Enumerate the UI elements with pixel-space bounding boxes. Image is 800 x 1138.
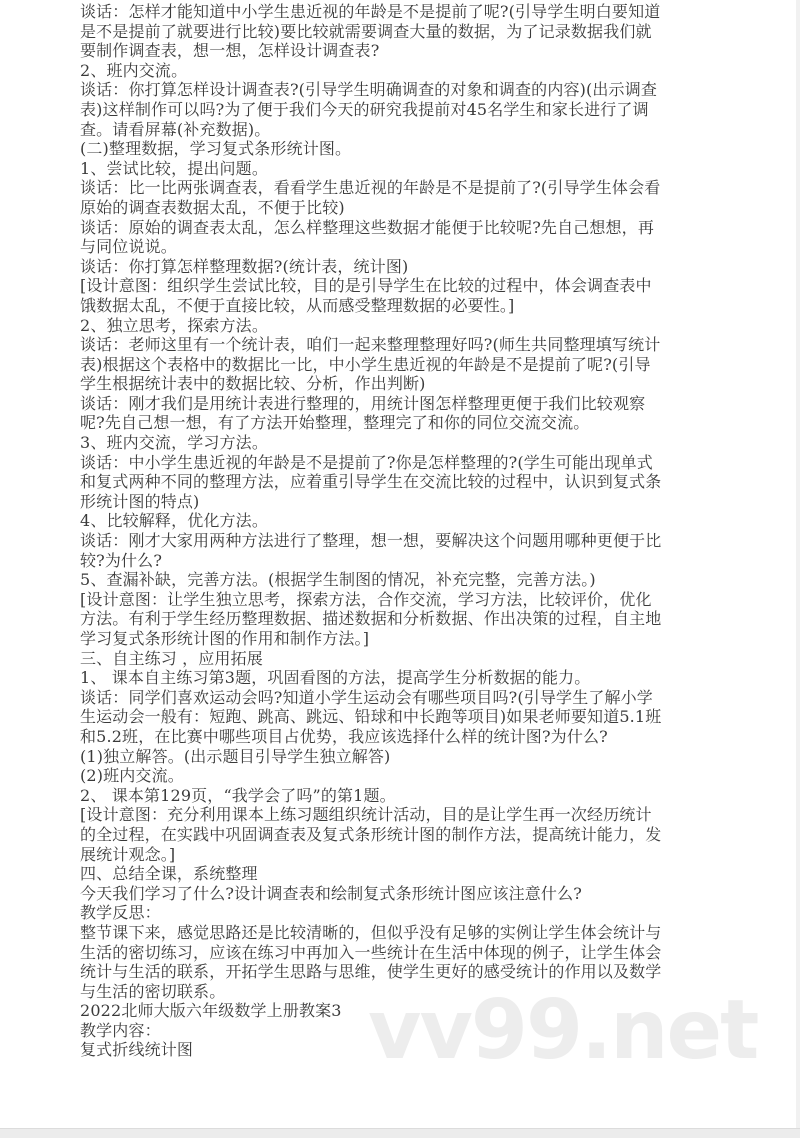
text-line: 查。请看屏幕(补充数据)。 — [80, 119, 271, 139]
text-line: 的全过程，在实践中巩固调查表及复式条形统计图的制作方法，提高统计能力，发 — [80, 824, 662, 844]
text-line: 1、尝试比较，提出问题。 — [80, 158, 268, 178]
text-line: 生运动会一般有：短跑、跳高、跳远、铅球和中长跑等项目)如果老师要知道5.1班 — [80, 707, 662, 727]
text-line: 复式折线统计图 — [80, 1040, 194, 1060]
text-line: 和复式两种不同的整理方法，应着重引导学生在交流比较的过程中，认识到复式条 — [80, 472, 662, 492]
text-line: 饿数据太乱，不便于直接比较，从而感受整理数据的必要性。] — [80, 295, 515, 315]
text-line: 方法。有利于学生经历整理数据、描述数据和分析数据、作出决策的过程，自主地 — [80, 609, 662, 629]
text-line: 学生根据统计表中的数据比较、分析，作出判断) — [80, 374, 426, 394]
text-line: 谈话：原始的调查表太乱，怎么样整理这些数据才能便于比较呢?先自己想想，再 — [80, 217, 654, 237]
text-line: 2、 课本第129页，“我学会了吗”的第1题。 — [80, 785, 396, 805]
text-line: 和5.2班，在比赛中哪些项目占优势，我应该选择什么样的统计图?为什么? — [80, 726, 608, 746]
text-line: 教学反思： — [80, 903, 161, 923]
text-line: 与同位说说。 — [80, 237, 177, 257]
text-line: 谈话：刚才我们是用统计表进行整理的，用统计图怎样整理更便于我们比较观察 — [80, 393, 646, 413]
text-line: 三、自主练习 ，应用拓展 — [80, 648, 263, 668]
text-line: 要制作调查表，想一想，怎样设计调查表? — [80, 41, 380, 61]
text-line: 是不是提前了就要进行比较)要比较就需要调查大量的数据，为了记录数据我们就 — [80, 21, 652, 41]
text-line: 表)根据这个表格中的数据比一比，中小学生患近视的年龄是不是提前了呢?(引导 — [80, 354, 651, 374]
text-line: 形统计图的特点) — [80, 491, 200, 511]
page-edge — [796, 0, 800, 1128]
text-line: 原始的调查表数据太乱，不便于比较) — [80, 197, 345, 217]
text-line: 谈话：刚才大家用两种方法进行了整理，想一想，要解决这个问题用哪种更便于比 — [80, 531, 662, 551]
text-line: [设计意图：充分利用课本上练习题组织统计活动，目的是让学生再一次经历统计 — [80, 805, 652, 825]
text-line: 四、总结全课，系统整理 — [80, 864, 258, 884]
text-line: 3、班内交流，学习方法。 — [80, 433, 268, 453]
text-line: 今天我们学习了什么?设计调查表和绘制复式条形统计图应该注意什么? — [80, 883, 582, 903]
text-line: (1)独立解答。(出示题目引导学生独立解答) — [80, 746, 391, 766]
text-line: 谈话：比一比两张调查表，看看学生患近视的年龄是不是提前了?(引导学生体会看 — [80, 178, 661, 198]
text-line: 与生活的密切联系。 — [80, 981, 226, 1001]
text-line: [设计意图：组织学生尝试比较，目的是引导学生在比较的过程中，体会调查表中 — [80, 276, 652, 296]
text-line: 统计与生活的联系，开拓学生思路与思维，使学生更好的感受统计的作用以及数学 — [80, 962, 662, 982]
text-line: 谈话：同学们喜欢运动会吗?知道小学生运动会有哪些项目吗?(引导学生了解小学 — [80, 687, 653, 707]
text-line: 谈话：老师这里有一个统计表，咱们一起来整理整理好吗?(师生共同整理填写统计 — [80, 335, 661, 355]
text-line: 2、班内交流。 — [80, 60, 188, 80]
text-line: 1、 课本自主练习第3题，巩固看图的方法，提高学生分析数据的能力。 — [80, 668, 591, 688]
text-line: 2、独立思考，探索方法。 — [80, 315, 268, 335]
text-line: 谈话：你打算怎样设计调查表?(引导学生明确调查的对象和调查的内容)(出示调查 — [80, 80, 658, 100]
text-line: 较?为什么? — [80, 550, 163, 570]
document-body — [80, 2, 730, 1060]
text-line: (2)班内交流。 — [80, 766, 184, 786]
text-line: 整节课下来，感觉思路还是比较清晰的，但似乎没有足够的实例让学生体会统计与 — [80, 922, 662, 942]
text-line: 谈话：中小学生患近视的年龄是不是提前了?你是怎样整理的?(学生可能出现单式 — [80, 452, 653, 472]
text-line: 5、查漏补缺，完善方法。(根据学生制图的情况，补充完整，完善方法。) — [80, 570, 596, 590]
text-line: 谈话：怎样才能知道中小学生患近视的年龄是不是提前了呢?(引导学生明白要知道 — [80, 2, 661, 21]
text-line: 呢?先自己想一想，有了方法开始整理，整理完了和你的同位交流交流。 — [80, 413, 590, 433]
text-line: 展统计观念。] — [80, 844, 176, 864]
text-line: 学习复式条形统计图的作用和制作方法。] — [80, 629, 370, 648]
text-line: (二)整理数据，学习复式条形统计图。 — [80, 139, 352, 159]
text-line: 谈话：你打算怎样整理数据?(统计表，统计图) — [80, 256, 409, 276]
text-line: 2022北师大版六年级数学上册教案3 — [80, 1001, 342, 1021]
text-line: 4、比较解释，优化方法。 — [80, 511, 268, 531]
watermark: vv99.net — [368, 983, 758, 1078]
text-line: 表)这样制作可以吗?为了便于我们今天的研究我提前对45名学生和家长进行了调 — [80, 99, 649, 119]
text-line: [设计意图：让学生独立思考，探索方法，合作交流，学习方法，比较评价，优化 — [80, 589, 652, 609]
text-line: 教学内容： — [80, 1020, 161, 1040]
text-line: 生活的密切练习，应该在练习中再加入一些统计在生活中体现的例子，让学生体会 — [80, 942, 662, 962]
